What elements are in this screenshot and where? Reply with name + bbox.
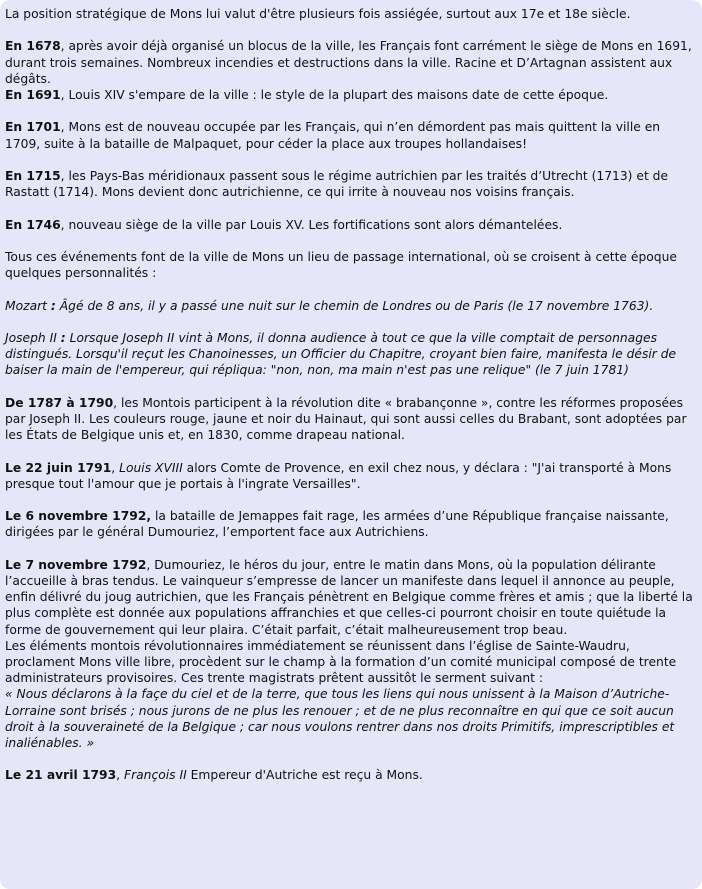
paragraph	[5, 38, 696, 103]
italic-text: Joseph II	[5, 330, 61, 345]
text-segment: , les Montois participent à la révolution dite « brabançonne », contre les réformes proposées par Joseph II. Les couleurs rouge, jaune et noir du Hainaut, qui sont aussi celles du Brabant, sont adoptées par les États de Belgique unis et, en 1830, comme drapeau national.	[5, 395, 687, 443]
date-heading: Le 21 avril 1793	[5, 768, 117, 783]
date-heading: De 1787 à 1790	[5, 395, 114, 410]
text-segment: Tous ces événements font de la ville de Mons un lieu de passage international, où se croisent à cette époque quelques personnalités :	[5, 249, 677, 281]
text-segment: alors Comte de Provence, en exil chez nous, y déclara : "J'ai transporté à Mons presque tout l'amour que je portais à l'ingrate Versailles".	[5, 460, 672, 491]
date-heading: En 1678	[5, 39, 61, 54]
italic-text: Âgé de 8 ans, il y a passé une nuit sur le chemin de Londres ou de Paris (le 17 novembre 1763).	[55, 298, 654, 313]
text-segment: , Louis XIV s'empare de la ville : le style de la plupart des maisons date de cette époque.	[60, 88, 609, 102]
paragraph	[5, 298, 696, 314]
text-segment: ,	[116, 768, 124, 783]
text-segment: , nouveau siège de la ville par Louis XV. Les fortifications sont alors démantelées.	[60, 217, 563, 232]
italic-text: « Nous déclarons à la façe du ciel et de la terre, que tous les liens qui nous unissent à la Maison d’Autriche-Lorraine sont brisés ; nous jurons de ne plus les renouer ; et de ne plus reconnaître en qui que ce soit aucun droit à la souveraineté de la Belgique ; car nous voulons rentrer dans nos droits Primitifs, imprescriptibles et inaliénables. »	[5, 687, 675, 750]
text-segment: Les éléments montois révolutionnaires immédiatement se réunissent dans l’église de Sainte-Waudru, proclament Mons ville libre, procèdent sur le champ à la formation d’un comité municipal composé de trente administrateurs provisoires. Ces trente magistrats prêtent aussitôt le serment suivant :	[5, 638, 677, 686]
paragraph	[5, 460, 696, 492]
paragraph	[5, 119, 696, 151]
text-segment: la bataille de Jemappes fait rage, les armées d’une République française naissante, dirigées par le général Dumouriez, l’emportent face aux Autrichiens.	[5, 509, 669, 540]
paragraph	[5, 557, 696, 751]
date-heading: En 1691	[5, 88, 61, 102]
italic-text: Lorsque Joseph II vint à Mons, il donna audience à tout ce que la ville comptait de personnages distingués. Lorsqu'il reçut les Chanoinesses, un Officier du Chapitre, croyant bien faire, manifesta le désir de baiser la main de l'empereur, qui répliqua: "non, non, ma main n'est pas une relique" (le 7 juin 1781)	[5, 330, 677, 378]
paragraph	[5, 168, 696, 200]
paragraph	[5, 395, 696, 444]
text-segment: , après avoir déjà organisé un blocus de la ville, les Français font carrément le siège de Mons en 1691, durant trois semaines. Nombreux incendies et destructions dans la ville. Racine et D’Artagnan assistent aux dégâts.	[5, 39, 692, 86]
paragraph	[5, 508, 696, 540]
italic-text: Mozart	[5, 298, 51, 313]
text-segment: , Mons est de nouveau occupée par les Français, qui n’en démordent pas mais quittent la ville en 1709, suite à la bataille de Malpaquet, pour céder la place aux troupes hollandaises!	[5, 120, 661, 151]
paragraph	[5, 217, 696, 233]
italic-text: François II	[124, 768, 187, 783]
paragraph	[5, 767, 696, 783]
text-segment: , les Pays-Bas méridionaux passent sous le régime autrichien par les traités d’Utrecht (1713) et de Rastatt (1714). Mons devient donc autrichienne, ce qui irrite à nouveau nos voisins français.	[5, 168, 669, 200]
date-heading: En 1746	[5, 217, 61, 232]
paragraph	[5, 330, 696, 379]
text-segment: ,	[111, 460, 120, 475]
date-heading: :	[60, 330, 66, 345]
text-segment: , Dumouriez, le héros du jour, entre le matin dans Mons, où la population délirante l’accueille à bras tendus. Le vainqueur s’empresse de lancer un manifeste dans lequel il annonce au peuple, enfin délivré du joug autrichien, que les Français pénètrent en Belgique comme frères et amis ; que la liberté la plus complète est donnée aux populations affranchies et que celles-ci pourront choisir en toute quiétude la forme de gouvernement qui leur plaira. C’était parfait, c’était malheureusement trop beau.	[5, 557, 693, 637]
italic-text: Louis XVIII	[119, 460, 183, 475]
paragraph	[5, 249, 696, 281]
date-heading: :	[50, 298, 56, 313]
text-segment: Empereur d'Autriche est reçu à Mons.	[186, 768, 423, 783]
date-heading: Le 22 juin 1791	[5, 460, 112, 475]
paragraph	[5, 6, 696, 22]
date-heading: Le 6 novembre 1792,	[5, 509, 152, 524]
date-heading: En 1715	[5, 168, 61, 183]
text-segment: La position stratégique de Mons lui valut d'être plusieurs fois assiégée, surtout aux 17e et 18e siècle.	[5, 7, 631, 21]
date-heading: Le 7 novembre 1792	[5, 557, 147, 572]
date-heading: En 1701	[5, 120, 61, 135]
